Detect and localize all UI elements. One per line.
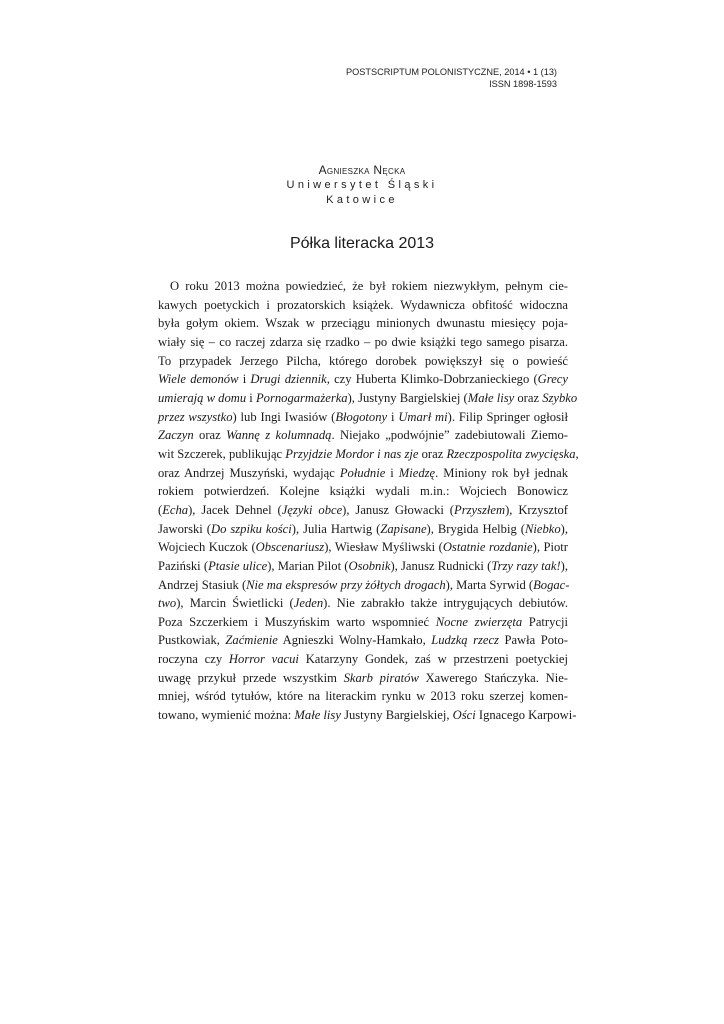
italic-title: Ości — [452, 708, 476, 723]
text-line: Jaworski (Do szpiku kości), Julia Hartwig (Zapisane), Brygida Helbig (Niebko), — [158, 521, 568, 536]
italic-title: Osobnik — [348, 558, 391, 573]
text-line: umierają w domu i Pornogarmażerka), Justyny Bargielskiej (Małe lisy oraz Szybko — [158, 390, 578, 405]
article-title: Półka literacka 2013 — [289, 235, 435, 252]
text-line: O roku 2013 można powiedzieć, że był rokiem niezwykłym, pełnym cie- — [170, 279, 568, 293]
text-line: Paziński (Ptasie ulice), Marian Pilot (Osobnik), Janusz Rudnicki (Trzy razy tak!), — [158, 558, 568, 573]
italic-title: Drugi dziennik — [250, 372, 327, 387]
text-line: (Echa), Jacek Dehnel (Języki obce), Janusz Głowacki (Przyszłem), Krzysztof — [158, 502, 568, 517]
italic-title: Zaczyn — [158, 428, 194, 443]
italic-title: Bogac- — [533, 577, 570, 592]
italic-title: Języki obce — [281, 502, 343, 517]
text-line: Wiele demonów i Drugi dziennik, czy Huberta Klimko-Dobrzanieckiego (Grecy — [158, 372, 568, 387]
journal-citation: POSTSCRIPTUM POLONISTYCZNE, 2014 • 1 (13) — [345, 67, 557, 77]
issn: ISSN 1898-1593 — [489, 79, 557, 89]
body-paragraph — [158, 277, 579, 725]
text-line: kawych poetyckich i prozatorskich książek. Wydawnicza obfitość widoczna — [158, 297, 568, 312]
italic-title: Wannę z kolumnadą — [226, 428, 332, 443]
italic-title: Jeden — [293, 596, 324, 611]
italic-title: Do szpiku kości — [210, 521, 292, 536]
text-line: wit Szczerek, publikując Przyjdzie Mordor i nas zje oraz Rzeczpospolita zwycięska, — [158, 446, 579, 461]
text-line: Andrzej Stasiuk (Nie ma ekspresów przy żółtych drogach), Marta Syrwid (Bogac- — [158, 577, 570, 592]
author-block — [0, 162, 724, 208]
italic-title: Pornogarmażerka — [255, 390, 348, 405]
italic-title: Ludzką rzecz — [431, 633, 499, 648]
italic-title: Echa — [162, 502, 189, 517]
italic-title: Grecy — [537, 372, 568, 387]
italic-title: Ostatnie rozdanie — [442, 540, 533, 555]
italic-title: Ptasie ulice — [208, 558, 268, 573]
italic-title: Obscenariusz — [255, 540, 325, 555]
italic-title: Miedzę — [398, 465, 436, 480]
italic-title: Wiele demonów — [158, 372, 239, 387]
italic-title: Błogotony — [335, 409, 388, 424]
text-line: two), Marcin Świetlicki (Jeden). Nie zabrakło także intrygujących debiutów. — [158, 596, 568, 611]
italic-title: Nie ma ekspresów przy żółtych drogach — [246, 577, 446, 592]
text-line: rokiem potwierdzeń. Kolejne książki wydali m.in.: Wojciech Bonowicz — [158, 484, 568, 499]
italic-title: Umarł mi — [398, 409, 448, 424]
italic-title: Trzy razy tak! — [491, 558, 561, 573]
text-line: przez wszystko) lub Ingi Iwasiów (Błogotony i Umarł mi). Filip Springer ogłosił — [158, 409, 568, 424]
affiliation-university: Uniwersytet Śląski — [286, 179, 438, 191]
italic-title: Południe — [339, 465, 386, 480]
text-line: roczyna czy Horror vacui Katarzyny Gondek, zaś w przestrzeni poetyckiej — [158, 652, 568, 667]
text-line: wiały się – co raczej zdarza się rzadko – po dwie książki tego samego pisarza. — [158, 334, 568, 349]
text-line: Poza Szczerkiem i Muszyńskim warto wspomnieć Nocne zwierzęta Patrycji — [158, 614, 568, 629]
italic-title: two — [158, 596, 177, 611]
italic-title: Małe lisy — [294, 708, 341, 723]
journal-header — [346, 66, 557, 90]
text-line: była gołym okiem. Wszak w przeciągu minionych dwunastu miesięcy poja- — [158, 316, 568, 331]
author-name: Agnieszka Nęcka — [318, 163, 406, 177]
italic-title: Przyszłem — [454, 502, 506, 517]
affiliation-city: Katowice — [326, 194, 398, 206]
text-line: towano, wymienić można: Małe lisy Justyny Bargielskiej, Ości Ignacego Karpowi- — [158, 708, 577, 723]
italic-title: Małe lisy — [467, 390, 515, 405]
text-line: To przypadek Jerzego Pilcha, którego dorobek powiększył się o powieść — [158, 353, 568, 368]
text-line: Pustkowiak, Zaćmienie Agnieszki Wolny-Hamkało, Ludzką rzecz Pawła Poto- — [158, 633, 568, 648]
text-line: oraz Andrzej Muszyński, wydając Południe i Miedzę. Miniony rok był jednak — [158, 465, 569, 480]
italic-title: Zapisane — [380, 521, 427, 536]
italic-title: Skarb piratów — [343, 670, 419, 685]
italic-title: Niebko — [524, 521, 561, 536]
italic-title: umierają w domu — [158, 390, 247, 405]
italic-title: przez wszystko — [158, 409, 233, 424]
text-line: Wojciech Kuczok (Obscenariusz), Wiesław Myśliwski (Ostatnie rozdanie), Piotr — [158, 540, 568, 555]
italic-title: Horror vacui — [228, 652, 299, 667]
italic-title: Rzeczpospolita zwycięska — [446, 446, 576, 461]
italic-title: Zaćmienie — [225, 633, 278, 648]
italic-title: Nocne zwierzęta — [435, 614, 523, 629]
italic-title: Przyjdzie Mordor i nas zje — [285, 446, 419, 461]
text-line: mniej, wśród tytułów, które na literackim rynku w 2013 roku szerzej komen- — [158, 689, 568, 704]
text-line: uwagę przykuł przede wszystkim Skarb piratów Xawerego Stańczyka. Nie- — [158, 670, 568, 685]
italic-title: Szybko — [542, 390, 578, 405]
text-line: Zaczyn oraz Wannę z kolumnadą. Niejako „podwójnie” zadebiutowali Ziemo- — [158, 428, 568, 443]
